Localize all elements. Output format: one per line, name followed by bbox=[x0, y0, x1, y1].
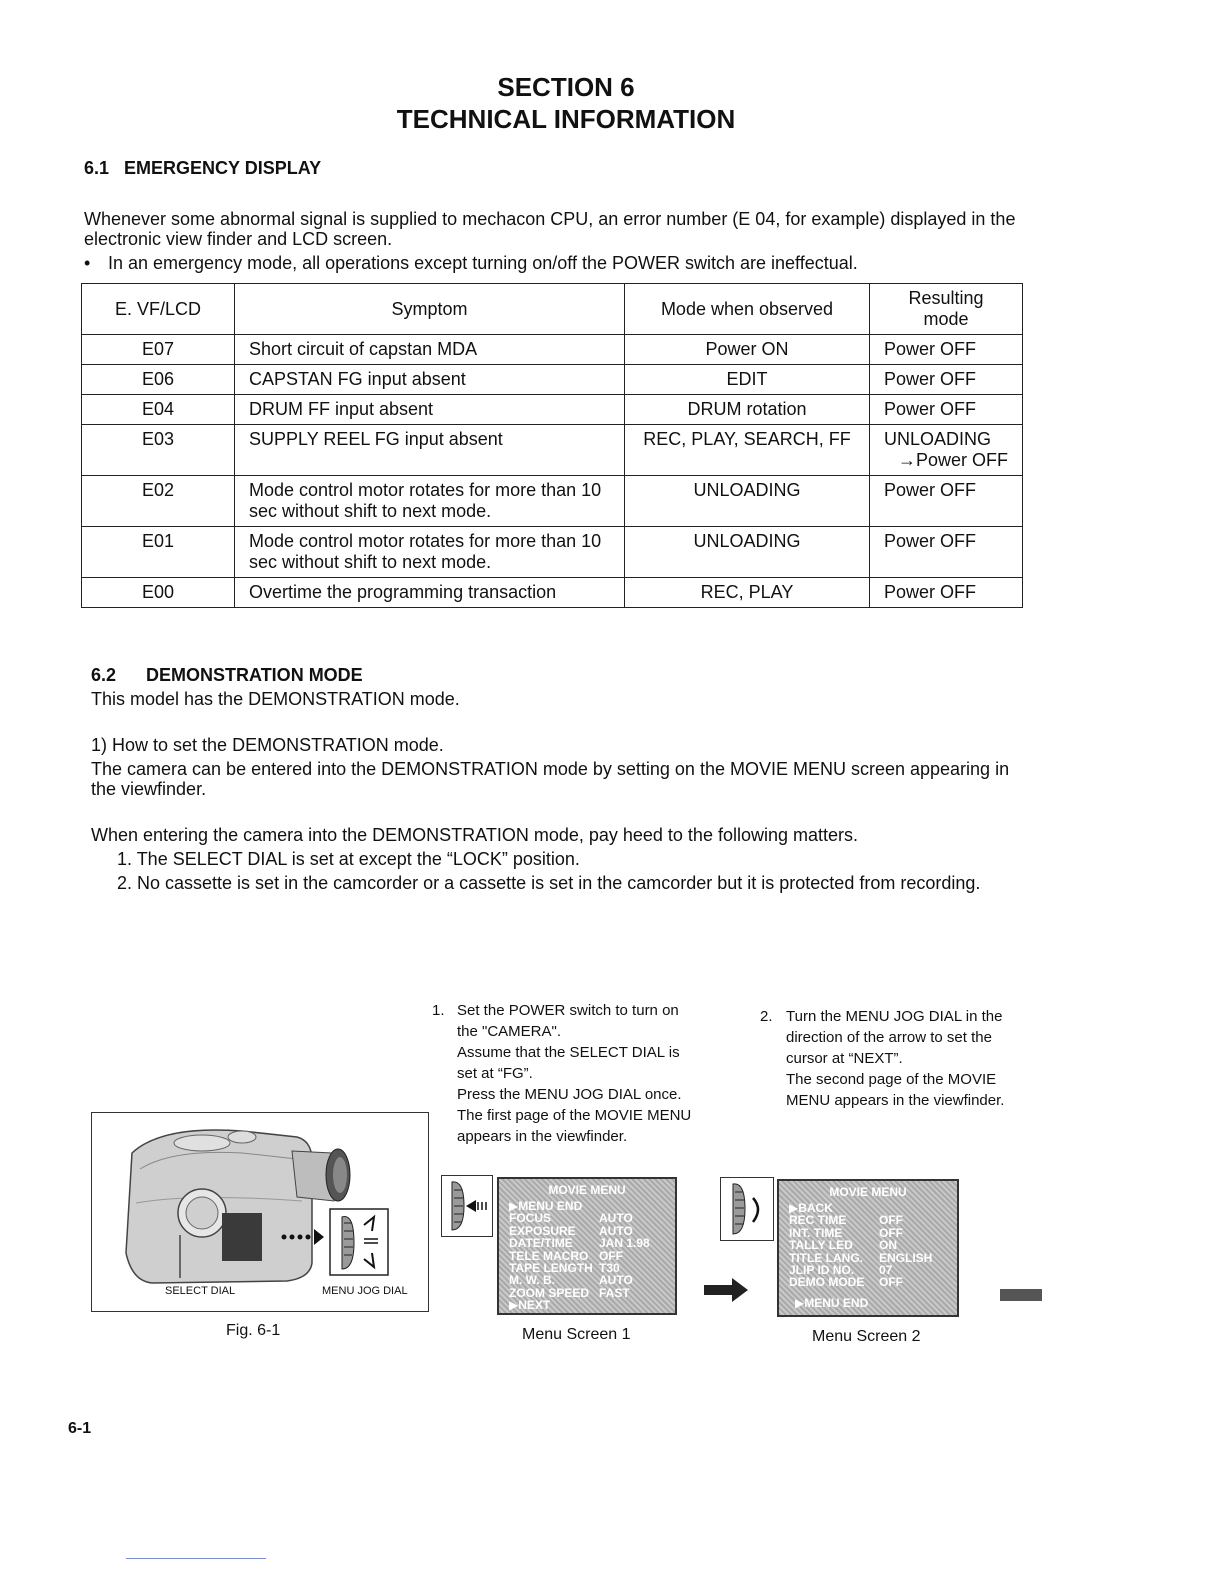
cell-mode: EDIT bbox=[625, 365, 870, 395]
step-2-text bbox=[786, 1006, 1004, 1111]
menu-value: ON bbox=[879, 1238, 897, 1253]
cell-result: Power OFF bbox=[870, 476, 1023, 527]
step-2-line: Turn the MENU JOG DIAL in the bbox=[786, 1008, 1003, 1025]
matter-item: 2. No cassette is set in the camcorder or a cassette is set in the camcorder but it is protected from recording. bbox=[117, 873, 981, 893]
menu-value: OFF bbox=[879, 1225, 903, 1240]
camcorder-illustration bbox=[92, 1113, 428, 1311]
step-1-line: Set the POWER switch to turn on bbox=[457, 1002, 679, 1019]
menu-1-title: MOVIE MENU bbox=[548, 1183, 626, 1197]
menu-screen-1 bbox=[497, 1177, 677, 1315]
bullet-dot: • bbox=[84, 253, 91, 273]
bullet-note bbox=[84, 252, 858, 274]
menu-key: INT. TIME bbox=[789, 1225, 843, 1240]
menu-key: REC TIME bbox=[789, 1213, 847, 1228]
cell-code: E03 bbox=[82, 425, 235, 476]
cell-code: E06 bbox=[82, 365, 235, 395]
col-header-mode: Mode when observed bbox=[625, 284, 870, 335]
demo-subheading: 1) How to set the DEMONSTRATION mode. bbox=[91, 735, 444, 755]
menu-2-end: ▶MENU END bbox=[795, 1295, 869, 1310]
section-number: SECTION 6 bbox=[497, 72, 635, 102]
menu-value: AUTO bbox=[599, 1273, 633, 1288]
cell-result: Power OFF bbox=[870, 335, 1023, 365]
cell-mode: Power ON bbox=[625, 335, 870, 365]
table-header-row bbox=[82, 284, 1023, 335]
table-row bbox=[82, 425, 1023, 476]
jog-rotate-graphic bbox=[721, 1178, 773, 1240]
menu-row bbox=[509, 1237, 665, 1249]
menu-screen-2 bbox=[777, 1179, 959, 1317]
menu-row bbox=[509, 1299, 665, 1311]
menu-value: FAST bbox=[599, 1285, 630, 1300]
menu-row bbox=[789, 1214, 947, 1226]
menu-value: JAN 1.98 bbox=[599, 1236, 650, 1251]
menu-value: OFF bbox=[599, 1248, 623, 1263]
cell-mode: DRUM rotation bbox=[625, 395, 870, 425]
matter-item: 1. The SELECT DIAL is set at except the “LOCK” position. bbox=[117, 849, 580, 869]
menu-value: OFF bbox=[879, 1213, 903, 1228]
cell-code: E02 bbox=[82, 476, 235, 527]
menu-key: DEMO MODE bbox=[789, 1275, 865, 1290]
jog-press-icon bbox=[441, 1175, 493, 1237]
demo-desc-line-2: the viewfinder. bbox=[91, 779, 207, 799]
cell-result: Power OFF bbox=[870, 578, 1023, 608]
step-2-line: direction of the arrow to set the bbox=[786, 1029, 992, 1046]
decorative-block bbox=[1000, 1289, 1042, 1301]
menu-key: DATE/TIME bbox=[509, 1236, 573, 1251]
step-1-line: set at “FG”. bbox=[457, 1065, 533, 1082]
cell-code: E01 bbox=[82, 527, 235, 578]
cell-result-line-2: →Power OFF bbox=[897, 450, 1008, 470]
cell-code: E04 bbox=[82, 395, 235, 425]
step-1-line: Press the MENU JOG DIAL once. bbox=[457, 1086, 682, 1103]
cell-mode: UNLOADING bbox=[625, 476, 870, 527]
step-1-line: Assume that the SELECT DIAL is bbox=[457, 1044, 680, 1061]
cell-code: E00 bbox=[82, 578, 235, 608]
menu-screen-2-caption: Menu Screen 2 bbox=[812, 1328, 921, 1345]
step-2-line: The second page of the MOVIE bbox=[786, 1071, 997, 1088]
menu-value: AUTO bbox=[599, 1223, 633, 1238]
step-1-line: The first page of the MOVIE MENU bbox=[457, 1107, 692, 1124]
figure-caption: Fig. 6-1 bbox=[226, 1322, 281, 1339]
menu-row bbox=[509, 1212, 665, 1224]
step-2-line: cursor at “NEXT”. bbox=[786, 1050, 903, 1067]
select-dial-label: SELECT DIAL bbox=[165, 1285, 236, 1297]
next-arrow-icon bbox=[704, 1278, 750, 1302]
heading-6-2: 6.2 DEMONSTRATION MODE bbox=[91, 665, 363, 685]
menu-key: TALLY LED bbox=[789, 1238, 853, 1253]
cell-symptom: DRUM FF input absent bbox=[235, 395, 625, 425]
step-2-number: 2. bbox=[760, 1008, 773, 1025]
demo-intro: This model has the DEMONSTRATION mode. bbox=[91, 689, 460, 709]
menu-row bbox=[789, 1276, 947, 1288]
menu-2-title: MOVIE MENU bbox=[829, 1185, 907, 1199]
menu-screen-1-caption: Menu Screen 1 bbox=[522, 1326, 631, 1343]
menu-key: TITLE LANG. bbox=[789, 1250, 863, 1265]
cell-symptom: Overtime the programming transaction bbox=[235, 578, 625, 608]
cell-symptom: Short circuit of capstan MDA bbox=[235, 335, 625, 365]
table-row bbox=[82, 365, 1023, 395]
cell-symptom: SUPPLY REEL FG input absent bbox=[235, 425, 625, 476]
cell-result bbox=[870, 425, 1023, 476]
menu-value: 07 bbox=[879, 1263, 893, 1278]
menu-value: OFF bbox=[879, 1275, 903, 1290]
cell-symptom: Mode control motor rotates for more than 10 sec without shift to next mode. bbox=[235, 476, 625, 527]
menu-key: TAPE LENGTH bbox=[509, 1261, 593, 1276]
page-number: 6-1 bbox=[68, 1420, 92, 1437]
table-row bbox=[82, 395, 1023, 425]
demo-when: When entering the camera into the DEMONSTRATION mode, pay heed to the following matters. bbox=[91, 825, 859, 845]
menu-row bbox=[509, 1274, 665, 1286]
menu-key: ▶NEXT bbox=[509, 1298, 551, 1313]
table-row bbox=[82, 527, 1023, 578]
step-1-line: the "CAMERA". bbox=[457, 1023, 562, 1040]
menu-key: EXPOSURE bbox=[509, 1223, 576, 1238]
emergency-table bbox=[81, 283, 1023, 608]
table-row bbox=[82, 578, 1023, 608]
cell-symptom: Mode control motor rotates for more than 10 sec without shift to next mode. bbox=[235, 527, 625, 578]
step-1-number: 1. bbox=[432, 1002, 445, 1019]
menu-key: JLIP ID NO. bbox=[789, 1263, 855, 1278]
menu-jog-dial-label: MENU JOG DIAL bbox=[322, 1285, 408, 1297]
step-1-line: appears in the viewfinder. bbox=[457, 1128, 628, 1145]
menu-value: AUTO bbox=[599, 1211, 633, 1226]
cell-symptom: CAPSTAN FG input absent bbox=[235, 365, 625, 395]
jog-rotate-icon bbox=[720, 1177, 774, 1241]
cell-mode: REC, PLAY bbox=[625, 578, 870, 608]
footer-rule bbox=[126, 1558, 266, 1559]
menu-key: TELE MACRO bbox=[509, 1248, 589, 1263]
cell-result-line-1: UNLOADING bbox=[884, 429, 992, 449]
demo-desc-line-1: The camera can be entered into the DEMONSTRATION mode by setting on the MOVIE MENU screen appearing in bbox=[91, 759, 1010, 779]
step-2-line: MENU appears in the viewfinder. bbox=[786, 1092, 1005, 1109]
menu-key: M. W. B. bbox=[509, 1273, 555, 1288]
col-header-code: E. VF/LCD bbox=[82, 284, 235, 335]
menu-value: ENGLISH bbox=[879, 1250, 933, 1265]
table-row bbox=[82, 335, 1023, 365]
intro-line-2: electronic view finder and LCD screen. bbox=[84, 229, 393, 249]
cell-code: E07 bbox=[82, 335, 235, 365]
intro-line-1: Whenever some abnormal signal is supplied to mechacon CPU, an error number (E 04, for example) displayed in the bbox=[84, 209, 1016, 229]
menu-value: T30 bbox=[599, 1261, 620, 1276]
menu-key: ZOOM SPEED bbox=[509, 1285, 590, 1300]
cell-mode: UNLOADING bbox=[625, 527, 870, 578]
page-title: TECHNICAL INFORMATION bbox=[396, 104, 736, 134]
heading-6-1: 6.1 EMERGENCY DISPLAY bbox=[84, 158, 322, 178]
col-header-result: Resulting mode bbox=[870, 284, 1023, 335]
menu-screen-1-content bbox=[509, 1183, 665, 1313]
menu-screen-2-content bbox=[789, 1185, 947, 1311]
cell-result: Power OFF bbox=[870, 395, 1023, 425]
menu-key: FOCUS bbox=[509, 1211, 551, 1226]
menu-row bbox=[789, 1239, 947, 1251]
step-1-text bbox=[457, 1000, 691, 1147]
jog-press-graphic bbox=[442, 1176, 492, 1236]
bullet-text: In an emergency mode, all operations except turning on/off the POWER switch are ineffectual. bbox=[108, 253, 858, 273]
menu-key: ▶BACK bbox=[789, 1201, 833, 1215]
cell-mode: REC, PLAY, SEARCH, FF bbox=[625, 425, 870, 476]
menu-key: ▶MENU END bbox=[509, 1199, 583, 1213]
cell-result: Power OFF bbox=[870, 365, 1023, 395]
col-header-symptom: Symptom bbox=[235, 284, 625, 335]
cell-result: Power OFF bbox=[870, 527, 1023, 578]
camcorder-figure bbox=[91, 1112, 429, 1312]
table-row bbox=[82, 476, 1023, 527]
